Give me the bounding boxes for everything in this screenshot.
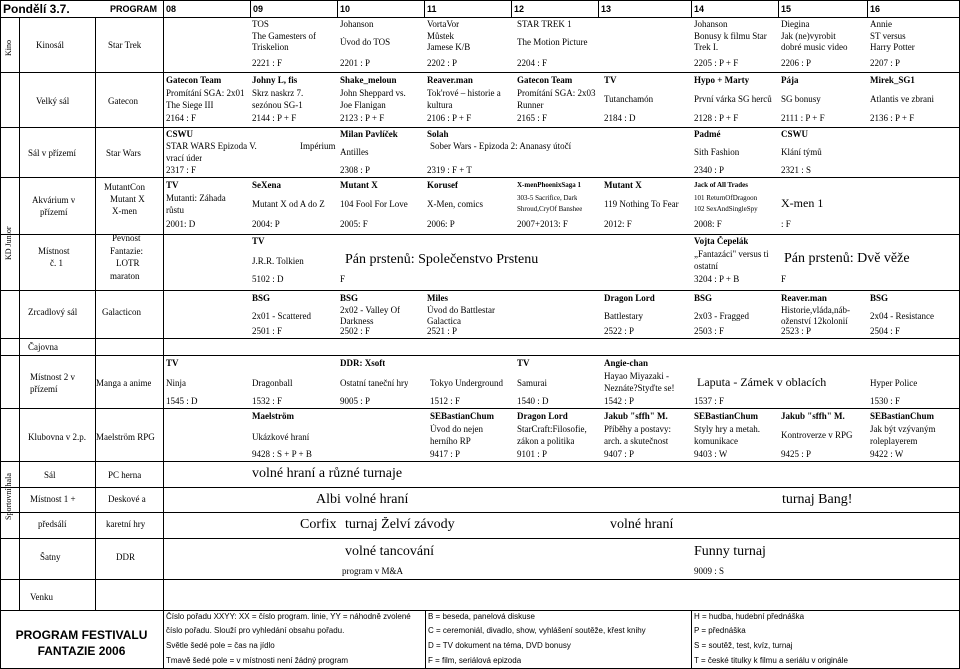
m2-hyper: Hyper Police [870, 378, 918, 388]
velky-tokrove-2: kultura [427, 100, 453, 110]
zrc-bsg-1: BSG [252, 293, 271, 303]
org-star-trek: Star Trek [108, 40, 142, 50]
akv-code-2008: 2008: F [694, 219, 722, 229]
velky-code-2164: 2164 : F [166, 113, 197, 123]
zrc-code-2523: 2523 : P [781, 326, 812, 336]
prizemi-milan: Milan Pavlíček [340, 129, 398, 139]
velky-skrz-1: Skrz naskrz 7. [252, 88, 304, 98]
kinosal-startrek1: STAR TREK 1 [517, 19, 572, 29]
velky-tokrove-1: Tok'rové – historie a [427, 88, 501, 98]
legend-l4: Tmavě šedé pole = v místnosti není žádný program [166, 656, 349, 665]
akv-korusef: Korusef [427, 180, 458, 190]
zrc-code-2522: 2522 : P [604, 326, 635, 336]
m2-tv-2: TV [517, 358, 530, 368]
akv-code-2004: 2004: P [252, 219, 280, 229]
room-predsali: předsálí [38, 519, 67, 529]
m2-code-1537: 1537 : F [694, 396, 725, 406]
room-akvarium-2: přízemí [40, 207, 68, 217]
klub-pribehy-1: Příběhy a postavy: [604, 424, 671, 434]
room-mistnost-c1-1: Místnost [38, 246, 70, 256]
kinosal-tos: TOS [252, 19, 269, 29]
section-sportovni-hala: Sportovní hala [4, 473, 13, 520]
m2-ostatni: Ostatní taneční hry [340, 378, 409, 388]
velky-atlantis: Atlantis ve zbrani [870, 94, 934, 104]
velky-tv: TV [604, 75, 617, 85]
legend-r2: P = přednáška [694, 626, 746, 635]
zrc-valley-1: 2x02 - Valley Of [340, 305, 401, 315]
kinosal-mustek-1: Můstek [427, 31, 454, 41]
prizemi-cswu-2: CSWU [781, 129, 809, 139]
m2-code-1532: 1532 : F [252, 396, 283, 406]
velky-promitani-2a: Promítání SGA: 2x03 [517, 88, 596, 98]
prizemi-cswu-1: CSWU [166, 129, 194, 139]
velky-sheppard-2: Joe Flanigan [340, 100, 386, 110]
velky-shake: Shake_meloun [340, 75, 397, 85]
velky-promitani-1b: The Siege III [166, 100, 214, 110]
org-gatecon: Gatecon [108, 96, 138, 106]
kinosal-annie: Annie [870, 19, 892, 29]
room-akvarium-1: Akvárium v [32, 195, 76, 205]
legend-m4: F = film, seriálová epizoda [428, 656, 522, 665]
hour-14: 14 [694, 4, 705, 14]
zrc-code-2501: 2501 : F [252, 326, 283, 336]
room-mistnost2-2: přízemí [30, 384, 58, 394]
hour-13: 13 [601, 4, 612, 14]
prizemi-code-2340: 2340 : P [694, 165, 725, 175]
kinosal-gamesters-2: Triskelion [252, 42, 289, 52]
kinosal-bonusy-2: Trek I. [694, 42, 719, 52]
velky-reaver: Reaver.man [427, 75, 473, 85]
m2-dragonball: Dragonball [252, 378, 293, 388]
klub-sebastian-2: SEBastianChum [694, 411, 759, 421]
room-mistnost2-1: Místnost 2 v [30, 372, 76, 382]
org-ddr: DDR [116, 552, 136, 562]
velky-prvni-varka: První várka SG herců [694, 94, 772, 104]
velky-promitani-2b: Runner [517, 100, 544, 110]
klub-starcraft-2: zákon a politika [517, 436, 575, 446]
akv-xmen-comics: X-Men, comics [427, 199, 483, 209]
mp-turnaj: turnaj Bang! [782, 492, 853, 507]
ps-zelvi: turnaj Želví závody [345, 517, 455, 532]
day-title: Pondělí 3.7. [3, 3, 70, 16]
org-pevnost-3: LOTR [116, 258, 140, 268]
prizemi-sober: Sober Wars - Epizoda 2: Ananasy útočí [430, 141, 572, 151]
legend-m1: B = beseda, panelová diskuse [428, 612, 535, 621]
zrc-bsg-2: BSG [340, 293, 359, 303]
m1-dve-veze: Pán prstenů: Dvě věže [784, 251, 910, 266]
festival-line-1: PROGRAM FESTIVALU [15, 628, 148, 642]
akv-xmenphoenix: X-menPhoenixSaga 1 [517, 181, 581, 189]
org-mutantcon-2: Mutant X [110, 194, 145, 204]
ps-volne: volné hraní [610, 517, 674, 532]
zrc-uvod-bsg-2: Galactica [427, 316, 461, 326]
velky-code-2165: 2165 : F [517, 113, 548, 123]
org-galacticon: Galacticon [102, 307, 141, 317]
kinosal-st-versus-2: Harry Potter [870, 42, 915, 52]
akv-code-2006: 2006: P [427, 219, 455, 229]
akv-return-1: 101 ReturnOfDragoon [694, 194, 758, 202]
akv-mutantx: Mutant X [340, 180, 378, 190]
section-kino: Kino [4, 40, 13, 56]
legend-r3: S = soutěž, test, kvíz, turnaj [694, 641, 793, 650]
klub-uvod-rp-1: Úvod do nejen [430, 424, 483, 434]
m1-tolkien: J.R.R. Tolkien [252, 256, 304, 266]
kinosal-diegina: Diegina [781, 19, 810, 29]
klub-code-9407: 9407 : P [604, 449, 635, 459]
akv-code-2001: 2001: D [166, 219, 196, 229]
prizemi-solah: Solah [427, 129, 449, 139]
akv-fool: 104 Fool For Love [340, 199, 408, 209]
hour-09: 09 [253, 4, 264, 14]
velky-sg-bonusy: SG bonusy [781, 94, 821, 104]
legend-r4: T = české titulky k filmu a seriálu v originále [694, 656, 848, 665]
zrc-code-2504: 2504 : F [870, 326, 901, 336]
velky-johny: Johny L, fis [252, 75, 298, 85]
velky-tutanchamon: Tutanchamón [604, 94, 654, 104]
zrc-miles: Miles [427, 293, 448, 303]
m1-vojta: Vojta Čepelák [694, 236, 749, 246]
akv-mutanti-1: Mutanti: Záhada [166, 193, 226, 203]
legend-l1: Číslo pořadu XXYY: XX = číslo program. linie, YY = náhodně zvolené [166, 612, 411, 621]
m1-fantazacie-2: ostatní [694, 261, 718, 271]
akv-return-2: 102 SexAndSingleSpy [694, 205, 758, 213]
m2-ninja: Ninja [166, 378, 186, 388]
velky-gatecon-team-2: Gatecon Team [517, 75, 573, 85]
prizemi-code-2308: 2308 : P [340, 165, 371, 175]
zrc-resistance: 2x04 - Resistance [870, 311, 934, 321]
satny-funny: Funny turnaj [694, 544, 766, 559]
velky-skrz-2: sezónou SG-1 [252, 100, 303, 110]
m2-hayao-1: Hayao Miyazaki - [604, 371, 669, 381]
klub-code-9403: 9403 : W [694, 449, 728, 459]
klub-pribehy-2: arch. a skutečnost [604, 436, 669, 446]
m1-code-f: F [340, 274, 346, 284]
m1-tv: TV [252, 236, 265, 246]
kinosal-code-2206: 2206 : P [781, 58, 812, 68]
kinosal-gamesters-1: The Gamesters of [252, 31, 316, 41]
prizemi-sw-ep-3: vrací úder [166, 153, 203, 163]
kinosal-motion-picture: The Motion Picture [517, 37, 588, 47]
klub-jak-byt-2: roleplayerem [870, 436, 918, 446]
klub-uvod-rp-2: herního RP [430, 436, 471, 446]
kinosal-code-2205: 2205 : P + F [694, 58, 739, 68]
klub-maelstrom: Maelström [252, 411, 294, 421]
org-star-wars: Star Wars [106, 148, 141, 158]
zrc-code-2502: 2502 : F [340, 326, 371, 336]
satny-program: program v M&A [342, 566, 403, 576]
festival-line-2: FANTAZIE 2006 [37, 644, 126, 658]
prizemi-padme: Padmé [694, 129, 721, 139]
m2-code-9005: 9005 : P [340, 396, 371, 406]
room-venku: Venku [30, 592, 53, 602]
m2-code-1542: 1542 : P [604, 396, 635, 406]
klub-jakub-1: Jakub "sffh" M. [604, 411, 668, 421]
room-mistnost1: Místnost 1 + [30, 494, 76, 504]
org-pevnost-2: Fantazie: [110, 246, 143, 256]
klub-code-9101: 9101 : P [517, 449, 548, 459]
kinosal-code-2221: 2221 : F [252, 58, 283, 68]
zrc-bsg-3: BSG [694, 293, 713, 303]
legend-l3: Světle šedé pole = čas na jídlo [166, 641, 275, 650]
zrc-historie-1: Historie,vláda,náb- [781, 305, 850, 315]
zrc-scattered: 2x01 - Scattered [252, 311, 311, 321]
hour-10: 10 [340, 4, 351, 14]
klub-code-9425: 9425 : P [781, 449, 812, 459]
m1-pan-prstenu: Pán prstenů: Společenstvo Prstenu [345, 252, 539, 267]
velky-code-2106: 2106 : P + F [427, 113, 472, 123]
klub-dragon-lord: Dragon Lord [517, 411, 568, 421]
zrc-uvod-bsg-1: Úvod do Battlestar [427, 305, 495, 315]
prizemi-antilles: Antilles [340, 147, 369, 157]
m2-code-1512: 1512 : F [430, 396, 461, 406]
zrc-reaver: Reaver.man [781, 293, 827, 303]
m1-code-3204: 3204 : P + B [694, 274, 740, 284]
zrc-valley-2: Darkness [340, 316, 374, 326]
akv-tv: TV [166, 180, 179, 190]
org-maelstrom-rpg: Maelström RPG [96, 432, 155, 442]
akv-sacrifice-1: 303-5 Sacrifice, Dark [517, 194, 578, 202]
velky-sheppard-1: John Sheppard vs. [340, 88, 406, 98]
sal-volne: volné hraní a různé turnaje [252, 466, 403, 481]
akv-code-2005: 2005: F [340, 219, 368, 229]
hour-15: 15 [781, 4, 792, 14]
klub-code-9422: 9422 : W [870, 449, 904, 459]
mp-albi: Albi [316, 492, 341, 507]
m1-code-f2: F [781, 274, 787, 284]
prizemi-code-2321: 2321 : S [781, 165, 812, 175]
akv-code-empty: : F [781, 219, 791, 229]
org-pevnost-1: Pevnost [112, 233, 141, 243]
velky-code-2123: 2123 : P + F [340, 113, 385, 123]
velky-code-2144: 2144 : P + F [252, 113, 297, 123]
zrc-historie-2: oženství 12kolonií [781, 316, 848, 326]
program-label: PROGRAM [110, 4, 157, 14]
zrc-battlestary: Battlestary [604, 311, 643, 321]
m2-code-1545: 1545 : D [166, 396, 198, 406]
zrc-bsg-4: BSG [870, 293, 889, 303]
satny-tancovani: volné tancování [345, 544, 435, 559]
klub-kontroverze: Kontroverze v RPG [781, 430, 853, 440]
prizemi-code-2317: 2317 : F [166, 165, 197, 175]
m2-hayao-2: Neznáte?Styďte se! [604, 383, 675, 393]
zrc-code-2503: 2503 : F [694, 326, 725, 336]
klub-jakub-2: Jakub "sffh" M. [781, 411, 845, 421]
kinosal-ne-vyrobit-1: Jak (ne)vyrobit [781, 31, 836, 41]
org-deskove-1: Deskové a [108, 494, 146, 504]
m2-code-1540: 1540 : D [517, 396, 549, 406]
satny-code-9009: 9009 : S [694, 566, 725, 576]
room-velky-sal: Velký sál [36, 96, 70, 106]
akv-sacrifice-2: Shroud,CryOf Banshee [517, 205, 583, 213]
akv-code-2012: 2012: F [604, 219, 632, 229]
hour-08: 08 [166, 4, 177, 14]
velky-paja: Pája [781, 75, 799, 85]
m2-laputa: Laputa - Zámek v oblacích [697, 376, 827, 389]
section-kd-junior: KD Junior [4, 226, 13, 260]
m2-angie: Angie-chan [604, 358, 649, 368]
velky-gatecon-team-1: Gatecon Team [166, 75, 222, 85]
zrc-dragon-lord: Dragon Lord [604, 293, 655, 303]
kinosal-ne-vyrobit-2: dobré music video [781, 42, 848, 52]
room-satny: Šatny [40, 552, 61, 562]
prizemi-sw-ep-2: Impérium [300, 141, 336, 151]
kinosal-uvod-tos: Úvod do TOS [340, 37, 391, 47]
m2-tokyo: Tokyo Underground [430, 378, 503, 388]
velky-mirek: Mirek_SG1 [870, 75, 915, 85]
prizemi-code-2319: 2319 : F + T [427, 165, 472, 175]
hour-16: 16 [870, 4, 881, 14]
akv-mutantx-2: Mutant X [604, 180, 642, 190]
kinosal-code-2201: 2201 : P [340, 58, 371, 68]
m1-code-5102: 5102 : D [252, 274, 284, 284]
org-pc-herna: PC herna [108, 470, 142, 480]
akv-jack: Jack of All Trades [694, 181, 748, 189]
legend-m2: C = ceremoniál, divadlo, show, vyhlášení soutěže, křest knihy [428, 626, 646, 635]
velky-code-2184: 2184 : D [604, 113, 636, 123]
hour-12: 12 [514, 4, 525, 14]
kinosal-code-2204: 2204 : F [517, 58, 548, 68]
room-mistnost-c1-2: č. 1 [50, 258, 63, 268]
akv-nothing: 119 Nothing To Fear [604, 199, 679, 209]
org-pevnost-4: maraton [110, 271, 140, 281]
prizemi-sith: Sith Fashion [694, 147, 740, 157]
klub-jak-byt-1: Jak být vzývaným [870, 424, 936, 434]
m2-code-1530: 1530 : F [870, 396, 901, 406]
room-sal-v-prizemi: Sál v přízemí [28, 148, 76, 158]
akv-mutantx-od: Mutant X od A do Z [252, 199, 325, 209]
org-manga: Manga a anime [96, 378, 152, 388]
akv-xmen1: X-men 1 [781, 197, 824, 210]
kinosal-vortavor: VortaVor [427, 19, 460, 29]
legend-r1: H = hudba, hudební přednáška [694, 612, 805, 621]
klub-styly-2: komunikace [694, 436, 738, 446]
org-mutantcon-3: X-men [112, 206, 137, 216]
legend-l2: číslo pořadu. Slouží pro vyhledání obsahu pořadu. [166, 626, 345, 635]
klub-sebastian-1: SEBastianChum [430, 411, 495, 421]
room-kinosal: Kinosál [36, 40, 64, 50]
kinosal-johanson-2: Johanson [694, 19, 728, 29]
room-zrcadlovy-sal: Zrcadlový sál [28, 307, 78, 317]
prizemi-sw-ep-1: STAR WARS Epizoda V. [166, 141, 257, 151]
klub-ukazkove: Ukázkové hraní [252, 432, 310, 442]
zrc-code-2521: 2521 : P [427, 326, 458, 336]
akv-sexena: SeXena [252, 180, 281, 190]
m2-samurai: Samurai [517, 378, 547, 388]
zrc-fragged: 2x03 - Fragged [694, 311, 749, 321]
prizemi-klani: Klání týmů [781, 147, 822, 157]
m1-fantazacie-1: „Fantazáci" versus ti [694, 249, 769, 259]
kinosal-code-2207: 2207 : P [870, 58, 901, 68]
akv-code-2007: 2007+2013: F [517, 219, 568, 229]
kinosal-code-2202: 2202 : P [427, 58, 458, 68]
hour-11: 11 [427, 4, 437, 14]
klub-starcraft-1: StarCraft:Filosofie, [517, 424, 587, 434]
velky-code-2128: 2128 : P + F [694, 113, 739, 123]
room-sal: Sál [44, 470, 56, 480]
velky-promitani-1a: Promítání SGA: 2x01 [166, 88, 245, 98]
kinosal-mustek-2: Jamese K/B [427, 42, 471, 52]
legend-m3: D = TV dokument na téma, DVD bonusy [428, 641, 571, 650]
velky-code-2136: 2136 : P + F [870, 113, 915, 123]
kinosal-bonusy-1: Bonusy k filmu Star [694, 31, 767, 41]
m2-ddr-xsoft: DDR: Xsoft [340, 358, 386, 368]
klub-styly-1: Styly hry a metah. [694, 424, 760, 434]
mp-volne: volné hraní [345, 492, 409, 507]
org-deskove-2: karetní hry [106, 519, 146, 529]
kinosal-st-versus-1: ST versus [870, 31, 906, 41]
klub-code-9417: 9417 : P [430, 449, 461, 459]
akv-mutanti-2: růstu [166, 205, 184, 215]
velky-code-2111: 2111 : P + F [781, 113, 825, 123]
velky-hypo: Hypo + Marty [694, 75, 750, 85]
kinosal-johanson-1: Johanson [340, 19, 374, 29]
m2-tv: TV [166, 358, 179, 368]
room-klubovna: Klubovna v 2.p. [28, 432, 86, 442]
klub-sebastian-3: SEBastianChum [870, 411, 935, 421]
room-cajovna: Čajovna [28, 342, 58, 352]
org-mutantcon-1: MutantCon [104, 182, 146, 192]
ps-corfix: Corfix [300, 517, 337, 532]
klub-code-9428: 9428 : S + P + B [252, 449, 312, 459]
